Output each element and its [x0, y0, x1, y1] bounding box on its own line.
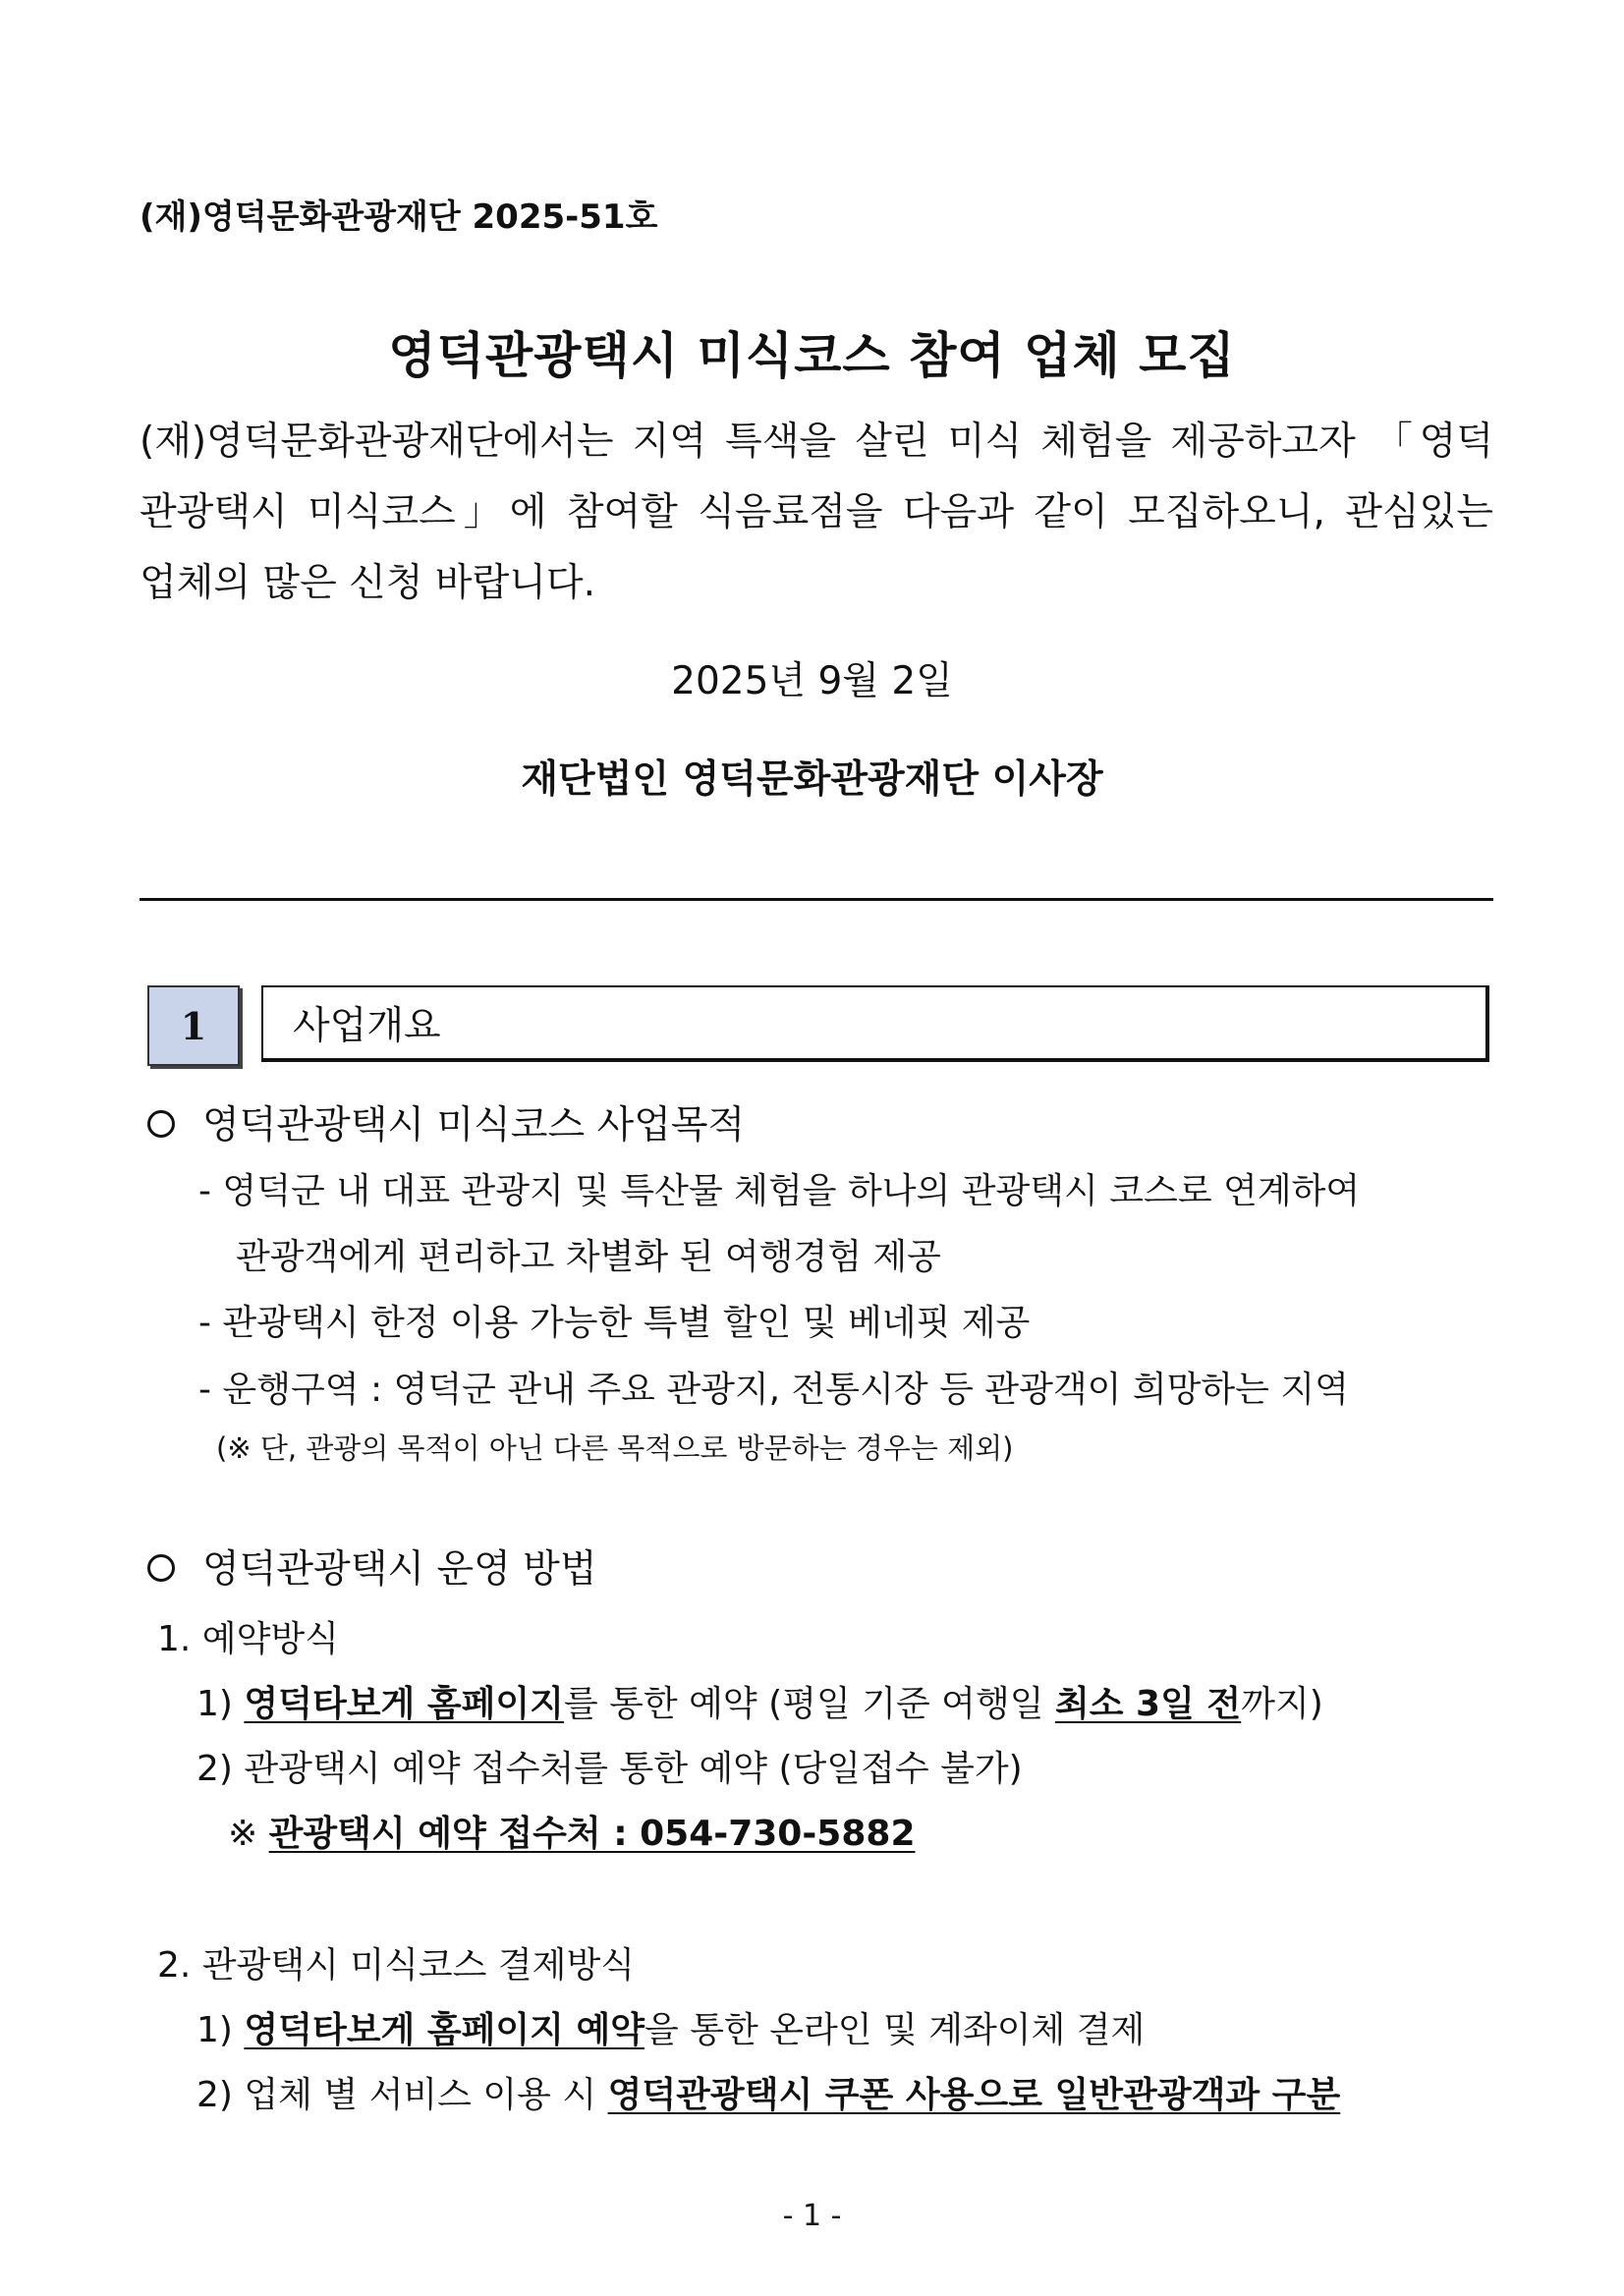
contact-phone: 관광택시 예약 접수처 : 054-730-5882 [268, 1814, 916, 1854]
coupon-highlight: 영덕관광택시 쿠폰 사용으로 일반관광객과 구분 [607, 2075, 1341, 2115]
reservation-item-1-suffix: 까지) [1241, 1684, 1323, 1724]
document-title: 영덕관광택시 미식코스 참여 업체 모집 [388, 327, 1236, 384]
payment-item-1 [196, 2002, 1145, 2052]
reservation-title: 1. 예약방식 [157, 1619, 339, 1659]
intro-line-2: 관광택시 미식코스」에 참여할 식음료점을 다음과 같이 모집하오니, 관심있는 [140, 490, 1493, 534]
section-title: 사업개요 [293, 1004, 441, 1048]
operation-heading: 영덕관광택시 운영 방법 [202, 1547, 597, 1592]
purpose-item-1: - 영덕군 내 대표 관광지 및 특산물 체험을 하나의 관광택시 코스로 연계하여 [198, 1171, 1361, 1211]
reservation-item-1-mid: 를 통한 예약 (평일 기준 여행일 [563, 1684, 1055, 1724]
homepage-link[interactable]: 영덕타보게 홈페이지 [244, 1684, 564, 1724]
purpose-item-2: - 관광택시 한정 이용 가능한 특별 할인 및 베네핏 제공 [198, 1303, 1031, 1343]
reservation-item-2: 2) 관광택시 예약 접수처를 통한 예약 (당일접수 불가) [196, 1749, 1023, 1789]
document-issuer: 재단법인 영덕문화관광재단 이사장 [521, 757, 1103, 802]
divider-line [140, 898, 1493, 901]
purpose-heading: 영덕관광택시 미식코스 사업목적 [202, 1103, 746, 1148]
circle-bullet-icon [147, 1110, 175, 1138]
payment-title: 2. 관광택시 미식코스 결제방식 [157, 1945, 635, 1986]
payment-item-2-prefix: 2) 업체 별 서비스 이용 시 [196, 2075, 608, 2115]
document-number: (재)영덕문화관광재단 2025-51호 [140, 197, 658, 237]
section-title-box [261, 985, 1489, 1062]
intro-line-3: 업체의 많은 신청 바랍니다. [140, 561, 596, 605]
homepage-reservation-link[interactable]: 영덕타보게 홈페이지 예약 [244, 2010, 645, 2050]
payment-item-1-suffix: 을 통한 온라인 및 계좌이체 결제 [644, 2010, 1146, 2050]
intro-line-1: (재)영덕문화관광재단에서는 지역 특색을 살린 미식 체험을 제공하고자 「영덕 [140, 420, 1493, 464]
reservation-contact [228, 1806, 916, 1856]
section-number-box [147, 985, 240, 1066]
payment-item-2 [196, 2067, 1340, 2117]
reservation-item-1 [196, 1676, 1323, 1726]
reservation-item-1-prefix: 1) [196, 1684, 245, 1724]
reservation-deadline: 최소 3일 전 [1054, 1684, 1242, 1724]
purpose-note: (※ 단, 관광의 목적이 아닌 다른 목적으로 방문하는 경우는 제외) [216, 1431, 1014, 1465]
page-number: - 1 - [782, 2199, 842, 2233]
section-number: 1 [180, 1003, 207, 1048]
document-date: 2025년 9월 2일 [671, 659, 953, 703]
reference-mark: ※ [228, 1814, 269, 1854]
circle-bullet-icon [147, 1554, 175, 1582]
purpose-item-1-continued: 관광객에게 편리하고 차별화 된 여행경험 제공 [236, 1237, 941, 1277]
purpose-item-3: - 운행구역 : 영덕군 관내 주요 관광지, 전통시장 등 관광객이 희망하는 지역 [198, 1370, 1349, 1410]
payment-item-1-prefix: 1) [196, 2010, 245, 2050]
